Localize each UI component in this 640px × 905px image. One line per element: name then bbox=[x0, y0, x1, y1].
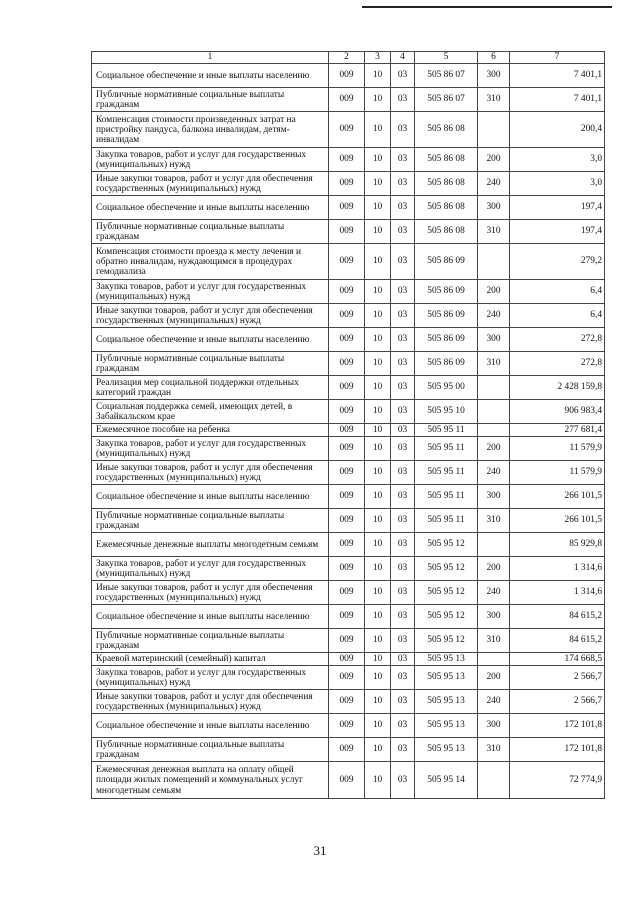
table-row bbox=[92, 352, 605, 376]
cell-section: 10 bbox=[365, 629, 391, 653]
table-row bbox=[92, 557, 605, 581]
cell-expense-type: 300 bbox=[478, 714, 510, 738]
cell-subsection: 03 bbox=[391, 485, 415, 509]
cell-amount: 266 101,5 bbox=[510, 485, 605, 509]
cell-target-code: 505 95 00 bbox=[415, 376, 478, 400]
cell-ministry-code: 009 bbox=[329, 88, 365, 112]
cell-name: Закупка товаров, работ и услуг для государственных (муниципальных) нужд bbox=[92, 557, 329, 581]
cell-section: 10 bbox=[365, 738, 391, 762]
cell-amount: 272,8 bbox=[510, 328, 605, 352]
cell-subsection: 03 bbox=[391, 172, 415, 196]
cell-target-code: 505 86 08 bbox=[415, 220, 478, 244]
cell-amount: 272,8 bbox=[510, 352, 605, 376]
cell-section: 10 bbox=[365, 148, 391, 172]
cell-expense-type bbox=[478, 424, 510, 437]
top-rule bbox=[362, 6, 612, 8]
cell-name: Ежемесячные денежные выплаты многодетным семьям bbox=[92, 533, 329, 557]
cell-name: Иные закупки товаров, работ и услуг для обеспечения государственных (муниципальных) нужд bbox=[92, 581, 329, 605]
cell-ministry-code: 009 bbox=[329, 666, 365, 690]
table-row bbox=[92, 461, 605, 485]
table-row bbox=[92, 738, 605, 762]
cell-subsection: 03 bbox=[391, 461, 415, 485]
cell-section: 10 bbox=[365, 533, 391, 557]
cell-amount: 85 929,8 bbox=[510, 533, 605, 557]
cell-subsection: 03 bbox=[391, 304, 415, 328]
cell-target-code: 505 95 12 bbox=[415, 629, 478, 653]
cell-ministry-code: 009 bbox=[329, 304, 365, 328]
cell-subsection: 03 bbox=[391, 328, 415, 352]
cell-expense-type: 300 bbox=[478, 605, 510, 629]
cell-name: Компенсация стоимости проезда к месту лечения и обратно инвалидам, нуждающимся в процедурах гемодиализа bbox=[92, 244, 329, 280]
cell-name: Краевой материнский (семейный) капитал bbox=[92, 653, 329, 666]
cell-expense-type: 310 bbox=[478, 88, 510, 112]
cell-target-code: 505 95 11 bbox=[415, 461, 478, 485]
cell-section: 10 bbox=[365, 762, 391, 799]
cell-subsection: 03 bbox=[391, 244, 415, 280]
cell-amount: 84 615,2 bbox=[510, 629, 605, 653]
cell-name: Закупка товаров, работ и услуг для государственных (муниципальных) нужд bbox=[92, 437, 329, 461]
cell-section: 10 bbox=[365, 64, 391, 88]
cell-target-code: 505 86 08 bbox=[415, 196, 478, 220]
cell-name: Ежемесячная денежная выплата на оплату общей площади жилых помещений и коммунальных услуг многодетным семьям bbox=[92, 762, 329, 799]
cell-subsection: 03 bbox=[391, 148, 415, 172]
cell-expense-type: 240 bbox=[478, 304, 510, 328]
cell-name: Социальная поддержка семей, имеющих детей, в Забайкальском крае bbox=[92, 400, 329, 424]
cell-amount: 1 314,6 bbox=[510, 557, 605, 581]
cell-amount: 7 401,1 bbox=[510, 88, 605, 112]
cell-name: Социальное обеспечение и иные выплаты населению bbox=[92, 714, 329, 738]
cell-amount: 3,0 bbox=[510, 172, 605, 196]
cell-target-code: 505 95 12 bbox=[415, 581, 478, 605]
cell-ministry-code: 009 bbox=[329, 714, 365, 738]
cell-name: Компенсация стоимости произведенных затрат на пристройку пандуса, балкона инвалидам, детям-инвалидам bbox=[92, 112, 329, 148]
table-row bbox=[92, 437, 605, 461]
cell-target-code: 505 95 11 bbox=[415, 509, 478, 533]
cell-section: 10 bbox=[365, 352, 391, 376]
table-row bbox=[92, 112, 605, 148]
cell-name: Публичные нормативные социальные выплаты гражданам bbox=[92, 509, 329, 533]
cell-subsection: 03 bbox=[391, 653, 415, 666]
cell-amount: 266 101,5 bbox=[510, 509, 605, 533]
cell-expense-type: 300 bbox=[478, 328, 510, 352]
cell-target-code: 505 95 11 bbox=[415, 485, 478, 509]
cell-target-code: 505 95 13 bbox=[415, 690, 478, 714]
cell-amount: 906 983,4 bbox=[510, 400, 605, 424]
cell-ministry-code: 009 bbox=[329, 653, 365, 666]
cell-target-code: 505 95 12 bbox=[415, 605, 478, 629]
cell-target-code: 505 86 08 bbox=[415, 148, 478, 172]
budget-table bbox=[91, 51, 605, 799]
table-body bbox=[92, 64, 605, 799]
cell-amount: 200,4 bbox=[510, 112, 605, 148]
cell-name: Реализация мер социальной поддержки отдельных категорий граждан bbox=[92, 376, 329, 400]
cell-section: 10 bbox=[365, 244, 391, 280]
cell-target-code: 505 95 11 bbox=[415, 424, 478, 437]
cell-ministry-code: 009 bbox=[329, 581, 365, 605]
cell-target-code: 505 86 09 bbox=[415, 352, 478, 376]
cell-expense-type: 200 bbox=[478, 148, 510, 172]
table-row bbox=[92, 485, 605, 509]
cell-amount: 3,0 bbox=[510, 148, 605, 172]
table-row bbox=[92, 328, 605, 352]
cell-expense-type: 300 bbox=[478, 196, 510, 220]
table-row bbox=[92, 424, 605, 437]
cell-subsection: 03 bbox=[391, 666, 415, 690]
cell-name: Публичные нормативные социальные выплаты гражданам bbox=[92, 738, 329, 762]
cell-target-code: 505 86 07 bbox=[415, 64, 478, 88]
cell-section: 10 bbox=[365, 88, 391, 112]
cell-target-code: 505 95 13 bbox=[415, 653, 478, 666]
cell-section: 10 bbox=[365, 304, 391, 328]
cell-section: 10 bbox=[365, 485, 391, 509]
cell-amount: 2 428 159,8 bbox=[510, 376, 605, 400]
cell-section: 10 bbox=[365, 424, 391, 437]
cell-section: 10 bbox=[365, 557, 391, 581]
cell-subsection: 03 bbox=[391, 424, 415, 437]
cell-subsection: 03 bbox=[391, 280, 415, 304]
header-cell: 2 bbox=[329, 52, 365, 64]
cell-amount: 2 566,7 bbox=[510, 690, 605, 714]
table-row bbox=[92, 376, 605, 400]
cell-amount: 7 401,1 bbox=[510, 64, 605, 88]
cell-subsection: 03 bbox=[391, 605, 415, 629]
cell-amount: 6,4 bbox=[510, 304, 605, 328]
cell-amount: 172 101,8 bbox=[510, 714, 605, 738]
cell-ministry-code: 009 bbox=[329, 738, 365, 762]
header-cell: 6 bbox=[478, 52, 510, 64]
header-cell: 7 bbox=[510, 52, 605, 64]
table-row bbox=[92, 220, 605, 244]
cell-amount: 72 774,9 bbox=[510, 762, 605, 799]
cell-target-code: 505 95 13 bbox=[415, 738, 478, 762]
cell-subsection: 03 bbox=[391, 400, 415, 424]
table-row bbox=[92, 690, 605, 714]
cell-amount: 279,2 bbox=[510, 244, 605, 280]
cell-amount: 197,4 bbox=[510, 220, 605, 244]
cell-subsection: 03 bbox=[391, 220, 415, 244]
cell-ministry-code: 009 bbox=[329, 148, 365, 172]
cell-target-code: 505 86 09 bbox=[415, 328, 478, 352]
cell-name: Публичные нормативные социальные выплаты гражданам bbox=[92, 220, 329, 244]
cell-section: 10 bbox=[365, 461, 391, 485]
cell-target-code: 505 86 07 bbox=[415, 88, 478, 112]
cell-expense-type: 200 bbox=[478, 666, 510, 690]
cell-subsection: 03 bbox=[391, 714, 415, 738]
cell-target-code: 505 95 12 bbox=[415, 557, 478, 581]
cell-expense-type: 300 bbox=[478, 64, 510, 88]
cell-amount: 1 314,6 bbox=[510, 581, 605, 605]
cell-target-code: 505 86 08 bbox=[415, 112, 478, 148]
cell-subsection: 03 bbox=[391, 509, 415, 533]
cell-subsection: 03 bbox=[391, 88, 415, 112]
cell-subsection: 03 bbox=[391, 533, 415, 557]
cell-ministry-code: 009 bbox=[329, 762, 365, 799]
cell-section: 10 bbox=[365, 437, 391, 461]
table-row bbox=[92, 88, 605, 112]
cell-name: Социальное обеспечение и иные выплаты населению bbox=[92, 196, 329, 220]
cell-ministry-code: 009 bbox=[329, 244, 365, 280]
cell-target-code: 505 95 10 bbox=[415, 400, 478, 424]
table-row bbox=[92, 64, 605, 88]
cell-expense-type: 240 bbox=[478, 172, 510, 196]
cell-subsection: 03 bbox=[391, 196, 415, 220]
cell-ministry-code: 009 bbox=[329, 400, 365, 424]
cell-expense-type bbox=[478, 762, 510, 799]
cell-expense-type bbox=[478, 376, 510, 400]
cell-expense-type: 300 bbox=[478, 485, 510, 509]
cell-expense-type: 240 bbox=[478, 581, 510, 605]
cell-amount: 2 566,7 bbox=[510, 666, 605, 690]
cell-expense-type bbox=[478, 533, 510, 557]
table-row bbox=[92, 196, 605, 220]
cell-subsection: 03 bbox=[391, 112, 415, 148]
cell-subsection: 03 bbox=[391, 64, 415, 88]
table-row bbox=[92, 244, 605, 280]
cell-section: 10 bbox=[365, 605, 391, 629]
table-header-row bbox=[92, 52, 605, 64]
cell-expense-type: 310 bbox=[478, 352, 510, 376]
cell-section: 10 bbox=[365, 666, 391, 690]
cell-section: 10 bbox=[365, 328, 391, 352]
cell-ministry-code: 009 bbox=[329, 437, 365, 461]
cell-ministry-code: 009 bbox=[329, 352, 365, 376]
cell-ministry-code: 009 bbox=[329, 328, 365, 352]
cell-expense-type: 240 bbox=[478, 690, 510, 714]
header-cell: 1 bbox=[92, 52, 329, 64]
cell-section: 10 bbox=[365, 400, 391, 424]
cell-name: Социальное обеспечение и иные выплаты населению bbox=[92, 485, 329, 509]
page-number: 31 bbox=[313, 843, 327, 858]
cell-ministry-code: 009 bbox=[329, 172, 365, 196]
cell-expense-type: 310 bbox=[478, 220, 510, 244]
cell-name: Иные закупки товаров, работ и услуг для обеспечения государственных (муниципальных) нужд bbox=[92, 172, 329, 196]
header-cell: 5 bbox=[415, 52, 478, 64]
cell-expense-type: 240 bbox=[478, 461, 510, 485]
cell-subsection: 03 bbox=[391, 690, 415, 714]
cell-ministry-code: 009 bbox=[329, 424, 365, 437]
cell-ministry-code: 009 bbox=[329, 690, 365, 714]
cell-subsection: 03 bbox=[391, 376, 415, 400]
header-cell: 4 bbox=[391, 52, 415, 64]
table-row bbox=[92, 581, 605, 605]
cell-amount: 172 101,8 bbox=[510, 738, 605, 762]
cell-section: 10 bbox=[365, 280, 391, 304]
cell-section: 10 bbox=[365, 581, 391, 605]
cell-section: 10 bbox=[365, 376, 391, 400]
cell-section: 10 bbox=[365, 172, 391, 196]
table-row bbox=[92, 714, 605, 738]
table-row bbox=[92, 148, 605, 172]
cell-ministry-code: 009 bbox=[329, 376, 365, 400]
cell-amount: 11 579,9 bbox=[510, 437, 605, 461]
cell-target-code: 505 86 08 bbox=[415, 172, 478, 196]
cell-section: 10 bbox=[365, 196, 391, 220]
cell-expense-type bbox=[478, 653, 510, 666]
cell-name: Социальное обеспечение и иные выплаты населению bbox=[92, 605, 329, 629]
table-row bbox=[92, 304, 605, 328]
cell-section: 10 bbox=[365, 653, 391, 666]
cell-amount: 84 615,2 bbox=[510, 605, 605, 629]
cell-name: Закупка товаров, работ и услуг для государственных (муниципальных) нужд bbox=[92, 666, 329, 690]
cell-name: Иные закупки товаров, работ и услуг для обеспечения государственных (муниципальных) нужд bbox=[92, 690, 329, 714]
cell-name: Ежемесячное пособие на ребенка bbox=[92, 424, 329, 437]
cell-name: Иные закупки товаров, работ и услуг для обеспечения государственных (муниципальных) нужд bbox=[92, 304, 329, 328]
cell-target-code: 505 86 09 bbox=[415, 304, 478, 328]
cell-subsection: 03 bbox=[391, 437, 415, 461]
table-row bbox=[92, 653, 605, 666]
cell-target-code: 505 86 09 bbox=[415, 244, 478, 280]
cell-expense-type: 310 bbox=[478, 738, 510, 762]
table-row bbox=[92, 509, 605, 533]
table-row bbox=[92, 280, 605, 304]
cell-section: 10 bbox=[365, 112, 391, 148]
cell-amount: 11 579,9 bbox=[510, 461, 605, 485]
table-row bbox=[92, 172, 605, 196]
cell-name: Публичные нормативные социальные выплаты гражданам bbox=[92, 352, 329, 376]
cell-ministry-code: 009 bbox=[329, 509, 365, 533]
cell-name: Публичные нормативные социальные выплаты гражданам bbox=[92, 629, 329, 653]
cell-subsection: 03 bbox=[391, 762, 415, 799]
cell-amount: 174 668,5 bbox=[510, 653, 605, 666]
cell-target-code: 505 86 09 bbox=[415, 280, 478, 304]
cell-expense-type: 200 bbox=[478, 280, 510, 304]
cell-expense-type: 200 bbox=[478, 557, 510, 581]
cell-name: Иные закупки товаров, работ и услуг для обеспечения государственных (муниципальных) нужд bbox=[92, 461, 329, 485]
cell-ministry-code: 009 bbox=[329, 485, 365, 509]
cell-ministry-code: 009 bbox=[329, 557, 365, 581]
cell-ministry-code: 009 bbox=[329, 112, 365, 148]
cell-ministry-code: 009 bbox=[329, 220, 365, 244]
cell-subsection: 03 bbox=[391, 352, 415, 376]
cell-amount: 197,4 bbox=[510, 196, 605, 220]
table-row bbox=[92, 762, 605, 799]
cell-ministry-code: 009 bbox=[329, 533, 365, 557]
cell-name: Закупка товаров, работ и услуг для государственных (муниципальных) нужд bbox=[92, 148, 329, 172]
table-row bbox=[92, 666, 605, 690]
cell-name: Публичные нормативные социальные выплаты гражданам bbox=[92, 88, 329, 112]
cell-expense-type: 310 bbox=[478, 509, 510, 533]
cell-ministry-code: 009 bbox=[329, 64, 365, 88]
cell-subsection: 03 bbox=[391, 629, 415, 653]
cell-amount: 6,4 bbox=[510, 280, 605, 304]
cell-ministry-code: 009 bbox=[329, 461, 365, 485]
cell-expense-type bbox=[478, 244, 510, 280]
cell-subsection: 03 bbox=[391, 738, 415, 762]
table-row bbox=[92, 533, 605, 557]
cell-name: Социальное обеспечение и иные выплаты населению bbox=[92, 328, 329, 352]
cell-section: 10 bbox=[365, 220, 391, 244]
table-row bbox=[92, 629, 605, 653]
cell-target-code: 505 95 12 bbox=[415, 533, 478, 557]
cell-target-code: 505 95 13 bbox=[415, 666, 478, 690]
cell-target-code: 505 95 13 bbox=[415, 714, 478, 738]
cell-name: Социальное обеспечение и иные выплаты населению bbox=[92, 64, 329, 88]
cell-amount: 277 681,4 bbox=[510, 424, 605, 437]
cell-ministry-code: 009 bbox=[329, 196, 365, 220]
cell-name: Закупка товаров, работ и услуг для государственных (муниципальных) нужд bbox=[92, 280, 329, 304]
cell-section: 10 bbox=[365, 509, 391, 533]
cell-section: 10 bbox=[365, 690, 391, 714]
cell-target-code: 505 95 14 bbox=[415, 762, 478, 799]
cell-expense-type: 200 bbox=[478, 437, 510, 461]
table-row bbox=[92, 400, 605, 424]
cell-section: 10 bbox=[365, 714, 391, 738]
cell-ministry-code: 009 bbox=[329, 605, 365, 629]
table-row bbox=[92, 605, 605, 629]
cell-ministry-code: 009 bbox=[329, 629, 365, 653]
header-cell: 3 bbox=[365, 52, 391, 64]
cell-target-code: 505 95 11 bbox=[415, 437, 478, 461]
cell-expense-type bbox=[478, 112, 510, 148]
cell-subsection: 03 bbox=[391, 581, 415, 605]
cell-expense-type: 310 bbox=[478, 629, 510, 653]
cell-ministry-code: 009 bbox=[329, 280, 365, 304]
cell-subsection: 03 bbox=[391, 557, 415, 581]
cell-expense-type bbox=[478, 400, 510, 424]
